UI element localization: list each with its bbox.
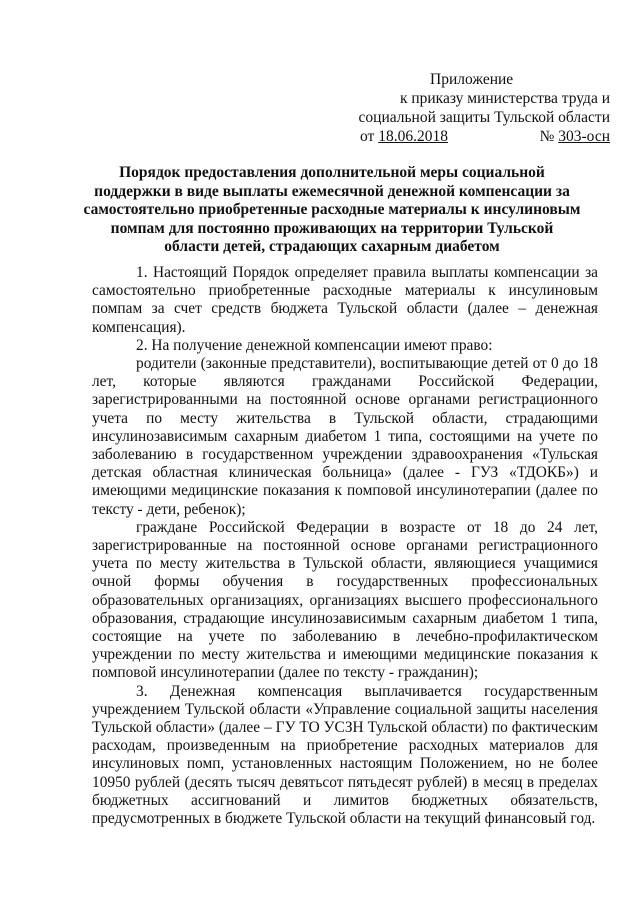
paragraph-3: 3. Денежная компенсация выплачивается государственным учреждением Тульской области «Управление социальной защиты населения Тульской области» (далее – ГУ ТО УСЗН Тульской области) по фактическим расходам, произведенным на приобретение расходных материалов для инсулиновых помп, установленных настоящим Положением, но не более 10950 рублей (десять тысяч девятьсот пятьдесят рублей) в месяц в пределах бюджетных ассигнований и лимитов бюджетных обязательств, предусмотренных в бюджете Тульской области на текущий финансовый год. bbox=[92, 682, 598, 828]
paragraph-2-citizens: граждане Российской Федерации в возрасте от 18 до 24 лет, зарегистрированные на постоянной основе органами регистрационного учета по месту жительства в Тульской области, являющиеся учащимися очной формы обучения в государственных профессиональных образовательных организациях, организациях высшего профессионального образования, страдающие инсулинозависимым сахарным диабетом 1 типа, состоящие на учете по заболеванию в лечебно-профилактическом учреждении по месту жительства и имеющими медицинские показания к помповой инсулинотерапии (далее по тексту - гражданин); bbox=[92, 518, 598, 682]
appendix-date-line bbox=[340, 127, 610, 146]
order-number-group bbox=[540, 127, 610, 146]
appendix-label: Приложение bbox=[430, 71, 514, 88]
appendix-header bbox=[340, 70, 610, 146]
appendix-order-line: к приказу министерства труда и bbox=[399, 90, 610, 107]
document-body bbox=[92, 264, 598, 828]
order-date-prefix: от bbox=[360, 128, 375, 145]
order-number: 303-осн bbox=[558, 128, 610, 145]
order-date: 18.06.2018 bbox=[378, 128, 448, 145]
order-number-prefix: № bbox=[539, 128, 555, 145]
paragraph-1: 1. Настоящий Порядок определяет правила выплаты компенсации за самостоятельно приобретенные расходные материалы к инсулиновым помпам за счет средств бюджета Тульской области (далее – денежная компенсация). bbox=[92, 264, 598, 336]
paragraph-2-parents: родители (законные представители), воспитывающие детей от 0 до 18 лет, которые являются гражданами Российской Федерации, зарегистрированными на постоянной основе органами регистрационного учета по месту жительства в Тульской области, страдающими инсулинозависимым сахарным диабетом 1 типа, состоящими на учете по заболеванию в государственном учреждении здравоохранения «Тульская детская областная клиническая больница» (далее - ГУЗ «ТДОКБ») и имеющими медицинские показания к помповой инсулинотерапии (далее по тексту - дети, ребенок); bbox=[92, 355, 598, 518]
paragraph-2: 2. На получение денежной компенсации имеют право: bbox=[136, 336, 493, 354]
document-title: Порядок предоставления дополнительной меры социальной поддержки в виде выплаты ежемесячной денежной компенсации за самостоятельно приобретенные расходные материалы к инсулиновым помпам для постоянно проживающих на территории Тульской области детей, страдающих сахарным диабетом bbox=[83, 164, 581, 256]
appendix-ministry-line: социальной защиты Тульской области bbox=[358, 109, 610, 126]
order-date-group bbox=[360, 127, 448, 146]
